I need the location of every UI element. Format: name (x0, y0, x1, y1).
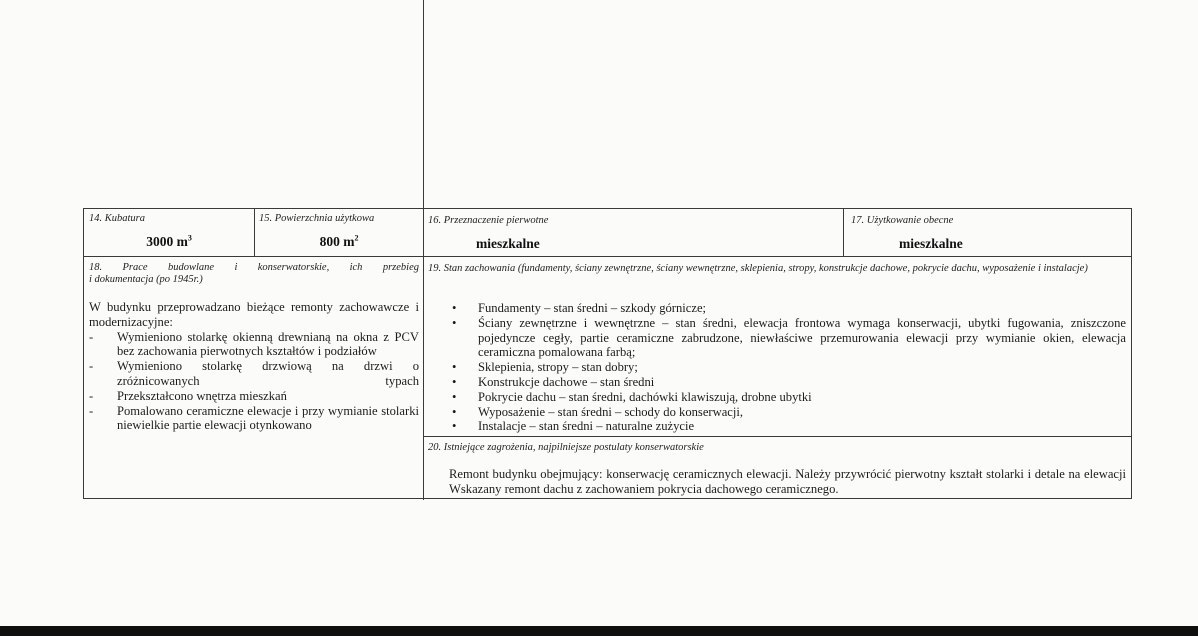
stan-item: • Pokrycie dachu – stan średni, dachówki klawiszują, drobne ubytki (452, 389, 812, 404)
dot-bullet: • (452, 374, 457, 389)
field-powierzchnia-label: 15. Powierzchnia użytkowa (259, 213, 375, 224)
center-vertical-rule (423, 0, 424, 500)
fields-bottom-rule (83, 256, 1131, 257)
stan-item: • Instalacje – stan średni – naturalne zużycie (452, 419, 695, 434)
kubatura-number: 3000 m (146, 234, 188, 249)
field-przeznaczenie-value: mieszkalne (476, 236, 540, 251)
prace-item: - Pomalowano ceramiczne elewacje i przy wymianie stolarki niewielkie partie elewacji otynkowano (89, 403, 419, 433)
left-outer-rule (83, 208, 84, 499)
field-przeznaczenie-label: 16. Przeznaczenie pierwotne (428, 215, 549, 226)
stan-item: • Ściany zewnętrzne i wewnętrzne – stan średni, elewacja frontowa wymaga konserwacji, ubytki fugowania, zniszczone pojedyncze cegły, partie ceramiczne zabrudzone, niewłaściwe przemurowania elewacji przy wymianie okien, elewacja ceramiczna pomalowana farbą; (452, 315, 1126, 360)
stan-body (452, 301, 1126, 434)
prace-item: - Wymieniono stolarkę drzwiową na drzwi o zróżnicowanych typach (89, 359, 419, 388)
dot-bullet: • (452, 360, 457, 375)
dot-bullet: • (452, 419, 457, 434)
section-20-top-rule (423, 436, 1131, 437)
dot-bullet: • (452, 301, 457, 315)
field-uzytkowanie-label: 17. Użytkowanie obecne (851, 215, 954, 226)
stan-label: 19. Stan zachowania (fundamenty, ściany zewnętrzne, ściany wewnętrzne, sklepienia, stropy, konstrukcje dachowe, pokrycie dachu, wyposażenie i instalacje) (428, 263, 1088, 274)
dash-bullet: - (89, 388, 94, 403)
field-kubatura-label: 14. Kubatura (89, 213, 146, 224)
dash-bullet: - (89, 359, 94, 374)
stan-item: • Konstrukcje dachowe – stan średni (452, 374, 655, 389)
field-kubatura-value (84, 234, 254, 250)
prace-body (89, 300, 419, 433)
powierzchnia-unit-sup: 2 (354, 233, 359, 243)
right-outer-rule (1131, 208, 1132, 499)
kubatura-unit-sup: 3 (187, 233, 192, 243)
prace-list (89, 330, 419, 434)
prace-label-line1: 18. Prace budowlane i konserwatorskie, ich przebieg (89, 262, 419, 273)
dot-bullet: • (452, 404, 457, 419)
prace-label (89, 262, 419, 286)
top-row-rule (83, 208, 1131, 209)
table-bottom-rule (83, 498, 1131, 499)
prace-item: - Przekształcono wnętrza mieszkań (89, 388, 287, 403)
dot-bullet: • (452, 389, 457, 404)
field-uzytkowanie-value: mieszkalne (899, 236, 963, 251)
dash-bullet: - (89, 329, 94, 344)
prace-intro: W budynku przeprowadzano bieżące remonty zachowawcze i modernizacyjne: (89, 300, 419, 329)
zagrozenia-text: Remont budynku obejmujący: konserwację ceramicznych elewacji. Należy przywrócić pierwotny kształt stolarki i detale na elewacji Wskazany remont dachu z zachowaniem pokrycia dachowego ceramicznego. (449, 467, 1126, 496)
fields-divider-16-17 (843, 208, 844, 256)
field-powierzchnia-value (255, 234, 423, 250)
stan-list (452, 301, 1126, 434)
stan-item: • Fundamenty – stan średni – szkody górnicze; (452, 301, 707, 315)
zagrozenia-label: 20. Istniejące zagrożenia, najpilniejsze postulaty konserwatorskie (428, 442, 704, 453)
scan-bottom-edge (0, 626, 1198, 636)
stan-item: • Wyposażenie – stan średni – schody do konserwacji, (452, 404, 744, 419)
prace-label-line2: i dokumentacja (po 1945r.) (89, 274, 203, 285)
stan-item: • Sklepienia, stropy – stan dobry; (452, 360, 638, 375)
dot-bullet: • (452, 315, 457, 330)
dash-bullet: - (89, 403, 94, 418)
prace-item: - Wymieniono stolarkę okienną drewnianą na okna z PCV bez zachowania pierwotnych kształtów i podziałów (89, 329, 419, 359)
powierzchnia-number: 800 m (319, 234, 355, 249)
